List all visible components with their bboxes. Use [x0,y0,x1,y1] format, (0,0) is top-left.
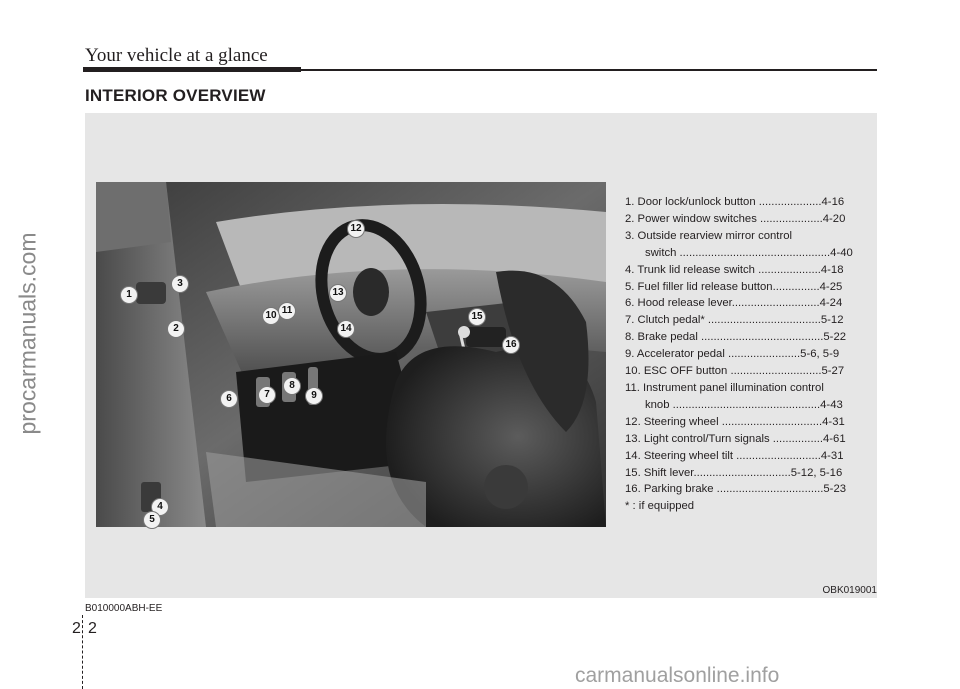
legend-item [625,498,853,515]
legend-item-text: 2. Power window switches ....................4-20 [625,212,846,225]
callout-3: 3 [171,275,189,293]
legend-item [625,363,853,380]
callout-6: 6 [220,390,238,408]
legend-item-text: 4. Trunk lid release switch ....................4-18 [625,263,844,276]
legend-item [625,414,853,431]
callout-2: 2 [167,320,185,338]
watermark-side: procarmanuals.com [14,232,41,435]
legend-item [625,279,853,296]
header-rule-thick [83,67,301,72]
legend-item-text: 9. Accelerator pedal .......................5-6, 5-9 [625,348,840,361]
page-number: 2 [88,620,97,637]
legend-item-text: 10. ESC OFF button .............................5-27 [625,365,845,378]
figure-code: OBK019001 [822,585,877,596]
section-code: B010000ABH-EE [85,603,163,614]
callout-5: 5 [143,511,161,529]
legend-item [625,380,853,414]
callout-14: 14 [337,320,355,338]
callout-9: 9 [305,387,323,405]
legend-item [625,228,853,262]
callout-11: 11 [278,302,296,320]
callout-15: 15 [468,308,486,326]
legend-item-text: 12. Steering wheel ................................4-31 [625,415,845,428]
callout-7: 7 [258,386,276,404]
legend [625,194,853,515]
legend-item-text: 16. Parking brake ..................................5-23 [625,483,847,496]
watermark-bottom: carmanualsonline.info [575,664,780,687]
callout-13: 13 [329,284,347,302]
legend-item-text: 15. Shift lever...............................5-12, 5-16 [625,466,843,479]
legend-item [625,329,853,346]
legend-item-text: 8. Brake pedal .......................................5-22 [625,331,847,344]
legend-item [625,295,853,312]
section-title: INTERIOR OVERVIEW [85,86,266,105]
callout-10: 10 [262,307,280,325]
legend-item-continuation: switch ................................................4-40 [645,246,853,259]
callout-16: 16 [502,336,520,354]
callout-4: 4 [151,498,169,516]
legend-item-continuation: knob ...............................................4-43 [645,398,843,411]
legend-item-text: * : if equipped [625,500,695,513]
legend-item [625,431,853,448]
legend-item [625,262,853,279]
callout-8: 8 [283,377,301,395]
legend-item-text: 11. Instrument panel illumination control [625,381,824,394]
legend-item-text: 13. Light control/Turn signals ................4-61 [625,432,846,445]
page-divider [82,615,83,689]
legend-item-text: 1. Door lock/unlock button ....................4-16 [625,196,845,208]
legend-item [625,448,853,465]
header-rule-thin [301,69,877,71]
legend-item-text: 6. Hood release lever............................4-24 [625,297,843,310]
legend-item-text: 5. Fuel filler lid release button...............4-25 [625,280,843,293]
callout-12: 12 [347,220,365,238]
legend-item [625,481,853,498]
header-title: Your vehicle at a glance [85,45,268,66]
legend-item-text: 7. Clutch pedal* ....................................5-12 [625,314,844,327]
page-number-chapter: 2 [72,620,81,637]
legend-item [625,465,853,482]
callout-1: 1 [120,286,138,304]
legend-item [625,312,853,329]
legend-item [625,346,853,363]
legend-item [625,194,853,211]
legend-item [625,211,853,228]
legend-item-text: 3. Outside rearview mirror control [625,229,792,242]
legend-item-text: 14. Steering wheel tilt ...........................4-31 [625,449,844,462]
